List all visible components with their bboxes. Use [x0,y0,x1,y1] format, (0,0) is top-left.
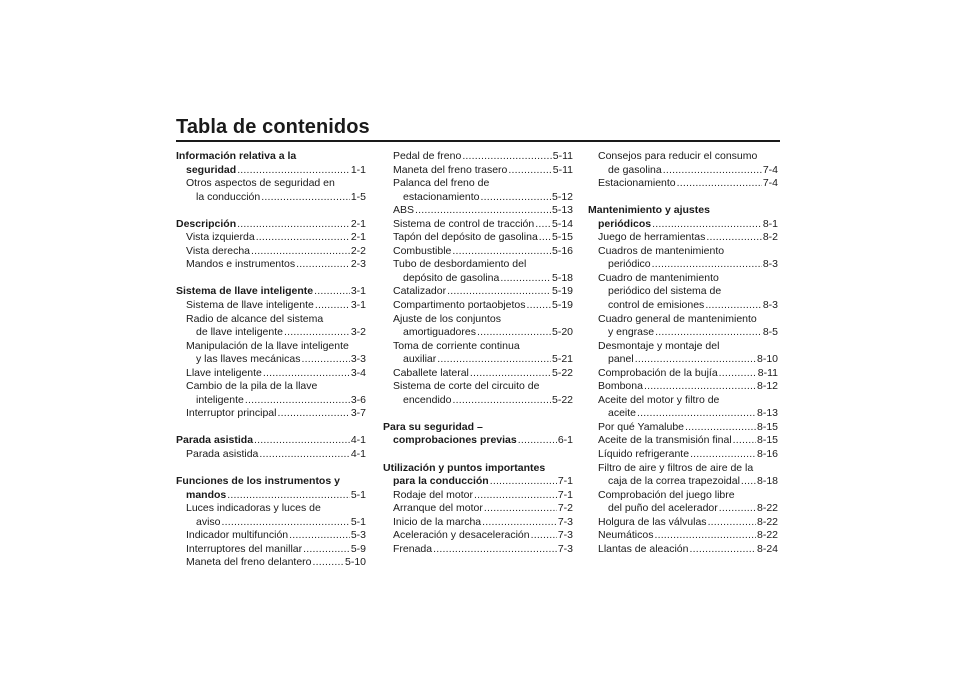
toc-section-entry[interactable] [176,218,366,232]
dot-leader [740,475,756,489]
dot-leader [481,516,557,530]
entry-title: Neumáticos [598,529,654,542]
entry-title: Sistema de llave inteligente [186,299,314,312]
dot-leader [479,191,551,205]
page-number: 2-3 [350,258,366,271]
dot-leader [473,489,557,503]
dot-leader [262,367,350,381]
page-number: 5-16 [551,244,573,257]
page-number: 7-3 [557,542,573,555]
dot-leader [689,448,756,462]
page-number: 8-10 [756,353,778,366]
toc-entry[interactable] [176,543,366,557]
toc-entry[interactable] [176,340,366,367]
section-title: Mantenimiento y ajustes [588,204,710,217]
entry-title: y engrase [608,326,655,339]
dot-leader [718,367,757,381]
entry-title: Llantas de aleación [598,542,689,555]
entry-title: amortiguadores [403,326,476,339]
section-title: Información relativa a la [176,150,297,162]
entry-title: aceite [608,407,637,420]
entry-title: Otros aspectos de seguridad en [186,177,335,190]
dot-leader [526,299,551,313]
dot-leader [469,367,551,381]
page-number: 8-16 [756,448,778,461]
entry-title: depósito de gasolina [403,271,500,284]
section-title: Para su seguridad – [383,420,483,433]
toc-entry[interactable] [588,272,778,313]
dot-leader [483,502,557,516]
page-title: Tabla de contenidos [176,116,370,138]
dot-leader [236,218,350,232]
entry-title: Aceite del motor y filtro de [598,393,720,406]
page-number: 2-1 [350,217,366,230]
dot-leader [651,218,762,232]
entry-title: Maneta del freno trasero [393,163,508,176]
dot-leader [288,529,350,543]
page-number: 3-1 [350,299,366,312]
entry-title: Tubo de desbordamiento del [393,258,527,271]
toc-entry[interactable] [383,258,573,285]
entry-title: Vista derecha [186,244,251,257]
entry-title: Consejos para reducir el consumo [598,150,758,162]
dot-leader [253,434,350,448]
dot-leader [718,502,756,516]
entry-title: Cuadros de mantenimiento [598,244,725,257]
toc-entry[interactable] [383,502,573,516]
dot-leader [476,326,551,340]
toc-entry[interactable] [588,516,778,530]
dot-leader [689,543,756,557]
entry-title: Indicador multifunción [186,529,289,542]
toc-entry[interactable] [588,367,778,381]
entry-title: encendido [403,393,452,406]
toc-entry[interactable] [588,150,778,177]
page-number: 5-20 [551,326,573,339]
page-number: 5-14 [551,217,573,230]
page-number: 8-22 [756,529,778,542]
toc-column-3 [588,150,778,556]
entry-title: Catalizador [393,285,447,298]
toc-entry[interactable] [176,529,366,543]
dot-leader [732,434,756,448]
entry-title: auxiliar [403,353,437,366]
entry-title: Llave inteligente [186,366,262,379]
dot-leader [507,164,551,178]
page-number: 5-10 [344,556,366,569]
entry-title: Comprobación de la bujía [598,366,718,379]
entry-title: Ajuste de los conjuntos [393,312,501,325]
section-spacer [176,204,366,218]
dot-leader [451,245,551,259]
dot-leader [704,299,762,313]
toc-entry[interactable] [588,380,778,394]
page-number: 8-22 [756,515,778,528]
dot-leader [461,150,551,164]
entry-title: Sistema de corte del circuito de [393,380,540,393]
entry-title: la conducción [196,190,261,203]
dot-leader [312,556,344,570]
dot-leader [432,543,557,557]
toc-entry[interactable] [176,407,366,421]
toc-column-1 [176,150,366,570]
dot-leader [250,245,350,259]
dot-leader [314,299,350,313]
entry-title: Maneta del freno delantero [186,556,312,569]
page-number: 1-1 [350,163,366,176]
section-spacer [176,272,366,286]
section-spacer [383,407,573,421]
toc-entry[interactable] [588,421,778,435]
dot-leader [651,258,762,272]
section-title: mandos [186,488,227,501]
toc-entry[interactable] [176,299,366,313]
page-number: 8-11 [757,366,778,379]
toc-section-entry[interactable] [176,475,366,502]
toc-entry[interactable] [176,556,366,570]
page-number: 8-15 [756,420,778,433]
toc-section-entry[interactable] [176,434,366,448]
entry-title: periódico del sistema de [608,285,722,298]
entry-title: Parada asistida [186,448,259,461]
toc-entry[interactable] [383,313,573,340]
dot-leader [489,475,557,489]
toc-entry[interactable] [176,367,366,381]
dot-leader [436,353,551,367]
dot-leader [244,394,350,408]
page-number: 8-24 [756,542,778,555]
page-number: 3-6 [350,393,366,406]
page-number: 5-9 [350,542,366,555]
toc-entry[interactable] [588,448,778,462]
dot-leader [221,516,350,530]
dot-leader [499,272,551,286]
entry-title: Arranque del motor [393,502,483,515]
toc-entry[interactable] [383,204,573,218]
dot-leader [662,164,762,178]
section-title: para la conducción [393,475,489,488]
page-number: 5-11 [552,150,573,162]
page-number: 8-3 [762,258,778,271]
toc-entry[interactable] [176,380,366,407]
page-number: 5-13 [551,204,573,217]
toc-entry[interactable] [383,177,573,204]
dot-leader [255,231,350,245]
dot-leader [634,353,756,367]
dot-leader [707,516,756,530]
toc-entry[interactable] [176,258,366,272]
entry-title: Vista izquierda [186,231,255,244]
page-number: 5-1 [350,515,366,528]
page-number: 2-2 [350,244,366,257]
page-number: 5-11 [552,163,573,176]
toc-entry[interactable] [588,543,778,557]
entry-title: Cuadro de mantenimiento [598,271,719,284]
toc-section-entry[interactable] [588,204,778,231]
entry-title: inteligente [196,393,244,406]
dot-leader [283,326,350,340]
dot-leader [260,191,350,205]
section-title: Descripción [176,217,237,230]
page-number: 8-13 [756,407,778,420]
toc-section-entry[interactable] [176,150,366,177]
toc-entry[interactable] [383,299,573,313]
entry-title: Manipulación de la llave inteligente [186,339,349,352]
dot-leader [258,448,349,462]
page-number: 5-21 [551,353,573,366]
toc-entry[interactable] [383,367,573,381]
entry-title: Radio de alcance del sistema [186,312,324,325]
entry-title: Palanca del freno de [393,177,490,190]
toc-column-2 [383,150,573,556]
title-rule [176,140,780,142]
toc-entry[interactable] [588,245,778,272]
page-number: 5-22 [551,393,573,406]
toc-entry[interactable] [383,150,573,164]
entry-title: estacionamiento [403,190,480,203]
page-number: 5-19 [551,299,573,312]
dot-leader [226,489,350,503]
toc-entry[interactable] [383,285,573,299]
entry-title: caja de la correa trapezoidal [608,475,740,488]
page-number: 3-7 [350,407,366,420]
toc-section-entry[interactable] [383,421,573,448]
page-number: 5-19 [551,285,573,298]
entry-title: Frenada [393,542,433,555]
entry-title: Toma de corriente continua [393,339,520,352]
entry-title: Caballete lateral [393,366,469,379]
entry-title: Interruptor principal [186,407,277,420]
dot-leader [446,285,551,299]
dot-leader [295,258,350,272]
toc-entry[interactable] [176,448,366,462]
section-title: Funciones de los instrumentos y [176,475,340,488]
dot-leader [676,177,762,191]
entry-title: Rodaje del motor [393,488,473,501]
page-number: 5-1 [350,488,366,501]
dot-leader [302,543,350,557]
page-number: 8-15 [756,434,778,447]
page-number: 2-1 [350,231,366,244]
dot-leader [451,394,551,408]
dot-leader [276,407,349,421]
section-spacer [176,421,366,435]
section-spacer [588,191,778,205]
page-number: 7-4 [762,177,778,190]
entry-title: Juego de herramientas [598,231,706,244]
entry-title: Cuadro general de mantenimiento [598,312,757,325]
toc-entry[interactable] [383,489,573,503]
entry-title: ABS [393,204,415,217]
page-number: 8-1 [762,217,778,230]
dot-leader [313,285,350,299]
page-number: 5-22 [551,366,573,379]
dot-leader [236,164,350,178]
dot-leader [534,218,551,232]
toc-entry[interactable] [588,313,778,340]
toc-section-entry[interactable] [383,462,573,489]
page-number: 8-18 [756,475,778,488]
section-title: Sistema de llave inteligente [176,285,314,298]
toc-entry[interactable] [383,245,573,259]
dot-leader [705,231,761,245]
toc-entry[interactable] [383,218,573,232]
page-number: 5-12 [551,190,573,203]
entry-title: de gasolina [608,163,662,176]
page-number: 7-1 [557,475,573,488]
entry-title: del puño del acelerador [608,502,718,515]
toc-entry[interactable] [588,394,778,421]
entry-title: Interruptores del manillar [186,542,303,555]
toc-entry[interactable] [383,340,573,367]
toc-entry[interactable] [176,177,366,204]
toc-entry[interactable] [588,462,778,489]
section-title: Utilización y puntos importantes [383,461,546,474]
page-number: 7-4 [762,163,778,176]
entry-title: Bombona [598,380,643,393]
entry-title: periódico [608,258,651,271]
toc-entry[interactable] [383,516,573,530]
entry-title: Desmontaje y montaje del [598,339,720,352]
toc-entry[interactable] [588,529,778,543]
dot-leader [300,353,349,367]
toc-entry[interactable] [383,543,573,557]
dot-leader [654,326,762,340]
toc-entry[interactable] [176,502,366,529]
page-number: 8-5 [762,326,778,339]
page-number: 7-1 [557,488,573,501]
page-number: 3-2 [350,326,366,339]
section-title: seguridad [186,163,237,176]
page-number: 8-22 [756,502,778,515]
entry-title: Cambio de la pila de la llave [186,380,318,393]
page-number: 3-1 [350,285,366,298]
page-number: 8-3 [762,299,778,312]
toc-entry[interactable] [383,231,573,245]
dot-leader [530,529,557,543]
entry-title: y las llaves mecánicas [196,353,301,366]
dot-leader [414,204,551,218]
entry-title: Mandos e instrumentos [186,258,296,271]
entry-title: Líquido refrigerante [598,448,690,461]
entry-title: Pedal de freno [393,150,462,162]
entry-title: Combustible [393,244,452,257]
toc-entry[interactable] [588,489,778,516]
toc-entry[interactable] [588,340,778,367]
entry-title: Por qué Yamalube [598,420,685,433]
toc-entry[interactable] [176,231,366,245]
entry-title: de llave inteligente [196,326,283,339]
dot-leader [538,231,551,245]
toc-section-entry[interactable] [176,285,366,299]
section-spacer [383,448,573,462]
entry-title: Compartimento portaobjetos [393,299,526,312]
entry-title: aviso [196,515,221,528]
entry-title: Aceleración y desaceleración [393,529,530,542]
dot-leader [636,407,756,421]
entry-title: Sistema de control de tracción [393,217,535,230]
entry-title: control de emisiones [608,299,705,312]
entry-title: panel [608,353,634,366]
toc-entry[interactable] [176,313,366,340]
page-number: 5-18 [551,271,573,284]
toc-entry[interactable] [588,434,778,448]
page-number: 3-3 [350,353,366,366]
page-number: 8-12 [756,380,778,393]
toc-entry[interactable] [176,245,366,259]
toc-entry[interactable] [383,380,573,407]
entry-title: Tapón del depósito de gasolina [393,231,538,244]
dot-leader [684,421,756,435]
section-spacer [176,462,366,476]
page-number: 4-1 [350,448,366,461]
page-number: 4-1 [350,434,366,447]
dot-leader [653,529,756,543]
section-title: comprobaciones previas [393,434,517,447]
entry-title: Luces indicadoras y luces de [186,502,321,515]
page-number: 7-3 [557,529,573,542]
page-number: 8-2 [762,231,778,244]
page-number: 5-3 [350,529,366,542]
page-number: 7-3 [557,515,573,528]
entry-title: Comprobación del juego libre [598,488,735,501]
dot-leader [643,380,756,394]
section-title: Parada asistida [176,434,254,447]
entry-title: Aceite de la transmisión final [598,434,732,447]
toc-entry[interactable] [383,164,573,178]
toc-entry[interactable] [383,529,573,543]
entry-title: Holgura de las válvulas [598,515,707,528]
toc-entry[interactable] [588,231,778,245]
page-number: 3-4 [350,366,366,379]
section-title: periódicos [598,217,652,230]
toc-entry[interactable] [588,177,778,191]
entry-title: Filtro de aire y filtros de aire de la [598,461,754,474]
page-number: 5-15 [551,231,573,244]
dot-leader [517,434,557,448]
page-number: 1-5 [350,190,366,203]
entry-title: Estacionamiento [598,177,676,190]
page-number: 6-1 [557,434,573,447]
entry-title: Inicio de la marcha [393,515,482,528]
page-number: 7-2 [557,502,573,515]
